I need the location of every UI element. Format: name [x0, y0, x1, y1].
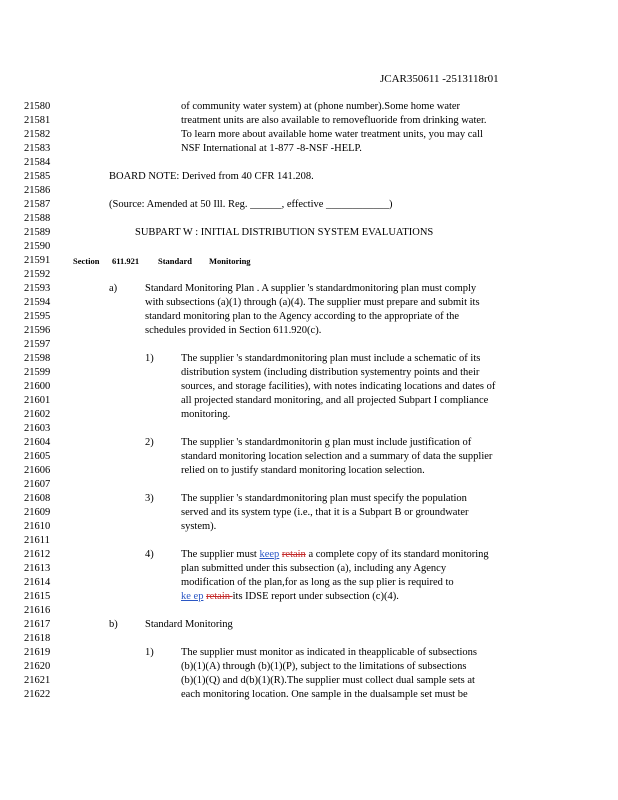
line-number: 21597 — [24, 339, 51, 350]
line-number: 21587 — [24, 199, 51, 210]
text — [181, 591, 399, 603]
text: The supplier 's standardmonitorin g plan must include justification of — [181, 437, 472, 448]
line-number: 21620 — [24, 661, 51, 672]
list-marker: 4) — [145, 549, 154, 560]
text-line — [0, 661, 618, 675]
text-line — [0, 143, 618, 157]
text: with subsections (a)(1) through (a)(4). The supplier must prepare and submit its — [145, 297, 480, 308]
text: standard monitoring plan to the Agency according to the appropriate of the — [145, 311, 460, 322]
line-number: 21594 — [24, 297, 51, 308]
section-title: Standard — [158, 256, 193, 266]
subpart-heading — [0, 227, 618, 241]
line-number: 21612 — [24, 549, 51, 560]
text: each monitoring location. One sample in the dualsample set must be — [181, 689, 468, 700]
line-number: 21609 — [24, 507, 51, 518]
text-line — [0, 381, 618, 395]
text-line — [0, 115, 618, 129]
line-number: 21588 — [24, 213, 51, 224]
text: system). — [181, 521, 217, 532]
list-marker: a) — [109, 283, 118, 294]
section-title: Monitoring — [209, 256, 251, 266]
item-a2 — [0, 437, 618, 451]
text: distribution system (including distribution systementry points and their — [181, 367, 480, 378]
text: Standard Monitoring Plan . A supplier 's standardmonitoring plan must comply — [145, 283, 477, 294]
text-line — [0, 689, 618, 703]
line-number: 21601 — [24, 395, 51, 406]
line-number: 21617 — [24, 619, 51, 630]
line-number: 21608 — [24, 493, 51, 504]
line-number: 21592 — [24, 269, 51, 280]
text-line — [0, 409, 618, 423]
item-a4 — [0, 549, 618, 563]
text-line — [0, 675, 618, 689]
line-number: 21622 — [24, 689, 51, 700]
line-number: 21599 — [24, 367, 51, 378]
line-number: 21596 — [24, 325, 51, 336]
line-number: 21621 — [24, 675, 51, 686]
line-number: 21605 — [24, 451, 51, 462]
line-number: 21584 — [24, 157, 51, 168]
item-b1 — [0, 647, 618, 661]
text-line — [0, 325, 618, 339]
line-number: 21607 — [24, 479, 51, 490]
list-marker: b) — [109, 619, 118, 630]
line-number: 21581 — [24, 115, 51, 126]
line-number: 21598 — [24, 353, 51, 364]
text: of community water system) at (phone number).Some home water — [181, 101, 461, 112]
line-number: 21591 — [24, 255, 51, 266]
line-number: 21604 — [24, 437, 51, 448]
line-number: 21593 — [24, 283, 51, 294]
line-number: 21618 — [24, 633, 51, 644]
line-number: 21583 — [24, 143, 51, 154]
text-line — [0, 591, 618, 605]
text: relied on to justify standard monitoring location selection. — [181, 465, 425, 476]
text: The supplier must monitor as indicated in theapplicable of subsections — [181, 647, 477, 658]
subsection-b — [0, 619, 618, 633]
line-number: 21615 — [24, 591, 51, 602]
line-number: 21589 — [24, 227, 51, 238]
list-marker: 1) — [145, 353, 154, 364]
text: schedules provided in Section 611.920(c). — [145, 325, 322, 336]
section-number: 611.921 — [112, 256, 140, 266]
inserted-text: keep — [259, 549, 280, 560]
text-line — [0, 507, 618, 521]
line-number: 21600 — [24, 381, 51, 392]
text: standard monitoring location selection and a summary of data the supplier — [181, 451, 493, 462]
line-number: 21580 — [24, 101, 51, 112]
text: (Source: Amended at 50 Ill. Reg. ______, effective ____________) — [109, 199, 393, 210]
text: modification of the plan,for as long as the sup plier is required to — [181, 577, 454, 588]
text: NSF International at 1-877 -8-NSF -HELP. — [181, 143, 362, 154]
line-number: 21611 — [24, 535, 50, 546]
document-id-header: JCAR350611 -2513118r01 — [380, 73, 499, 85]
text: (b)(1)(Q) and d(b)(1)(R).The supplier must collect dual sample sets at — [181, 675, 475, 686]
text-line — [0, 465, 618, 479]
list-marker: 1) — [145, 647, 154, 658]
text: (b)(1)(A) through (b)(1)(P), subject to the limitations of subsections — [181, 661, 467, 672]
section-heading — [0, 255, 618, 269]
line-number: 21585 — [24, 171, 51, 182]
item-a3 — [0, 493, 618, 507]
text-line — [0, 297, 618, 311]
text — [181, 549, 489, 561]
line-number: 21590 — [24, 241, 51, 252]
board-note — [0, 171, 618, 185]
item-a1 — [0, 353, 618, 367]
list-marker: 2) — [145, 437, 154, 448]
line-number: 21606 — [24, 465, 51, 476]
line-number: 21619 — [24, 647, 51, 658]
text: Standard Monitoring — [145, 619, 233, 630]
text: monitoring. — [181, 409, 231, 420]
text: BOARD NOTE: Derived from 40 CFR 141.208. — [109, 171, 314, 182]
text: sources, and storage facilities), with notes indicating locations and dates of — [181, 381, 496, 392]
text-line — [0, 577, 618, 591]
line-number: 21582 — [24, 129, 51, 140]
text-segment: its IDSE report under subsection (c)(4). — [232, 591, 399, 602]
line-number: 21610 — [24, 521, 51, 532]
text-line — [0, 101, 618, 115]
line-number: 21602 — [24, 409, 51, 420]
text: treatment units are also available to removefluoride from drinking water. — [181, 115, 487, 126]
text: all projected standard monitoring, and all projected Subpart I compliance — [181, 395, 489, 406]
text-line — [0, 451, 618, 465]
text-line — [0, 311, 618, 325]
text: SUBPART W : INITIAL DISTRIBUTION SYSTEM EVALUATIONS — [135, 227, 434, 238]
line-number: 21613 — [24, 563, 51, 574]
source-note — [0, 199, 618, 213]
line-number: 21595 — [24, 311, 51, 322]
line-number: 21603 — [24, 423, 51, 434]
text-line — [0, 395, 618, 409]
text: plan submitted under this subsection (a), including any Agency — [181, 563, 447, 574]
text-segment: The supplier must — [181, 549, 260, 560]
deleted-text: retain — [281, 549, 306, 560]
text-line — [0, 521, 618, 535]
text-line — [0, 563, 618, 577]
text: served and its system type (i.e., that it is a Subpart B or groundwater — [181, 507, 469, 518]
section-label: Section — [73, 256, 100, 266]
text: The supplier 's standardmonitoring plan must specify the population — [181, 493, 467, 504]
text: To learn more about available home water treatment units, you may call — [181, 129, 483, 140]
text-segment: a complete copy of its standard monitoring — [305, 549, 489, 560]
text-line — [0, 129, 618, 143]
line-number: 21614 — [24, 577, 51, 588]
deleted-text: retain — [206, 591, 233, 602]
line-number: 21616 — [24, 605, 51, 616]
line-number: 21586 — [24, 185, 51, 196]
subsection-a — [0, 283, 618, 297]
text: The supplier 's standardmonitoring plan must include a schematic of its — [181, 353, 481, 364]
list-marker: 3) — [145, 493, 154, 504]
text-line — [0, 367, 618, 381]
inserted-text: ke ep — [181, 591, 204, 602]
